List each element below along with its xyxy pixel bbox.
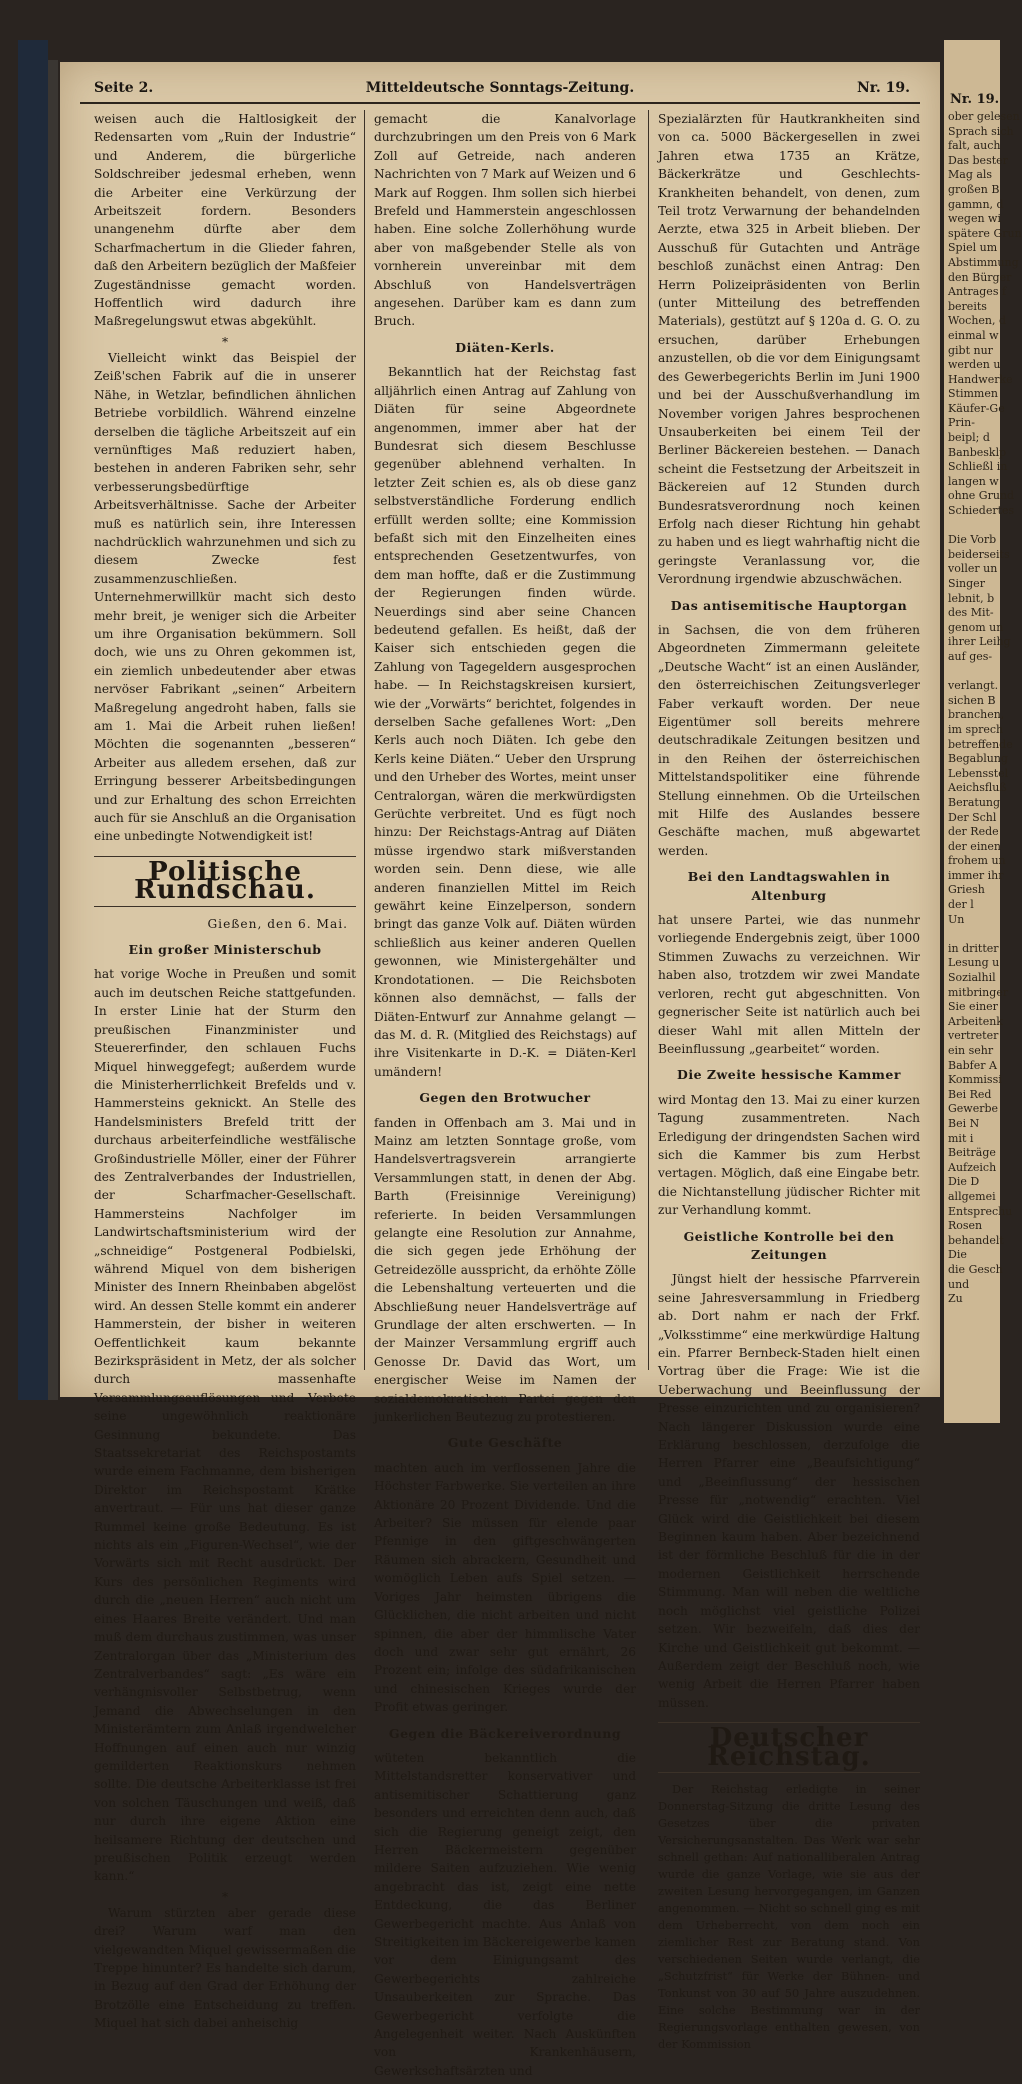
article-text: Spezialärzten für Hautkrankheiten sind von ca. 5000 Bäckergesellen in zwei Jahren etwa 1735 an Krätze, Bäckerkrätze und Geschlechts-Krankheiten behandelt, von denen, zum Teil trotz Verwarnung der behandelnden Aerzte, etwa 325 in Arbeit blieben. Der Ausschuß für Gutachten und Anträge beschloß zunächst einen Antrag: Den Herrn Polizeipräsidenten von Berlin (unter Mitteilung des betreffenden Materials), gestützt auf § 120a d. G. O. zu ersuchen, darüber Erhebungen anzustellen, ob die vor dem Einigungsamt des Gewerbegerichts Berlin im Juni 1900 und bei der Ausschußverhandlung im November vorigen Jahres besprochenen Unsauberkeiten bei einem Teil der Berliner Bäckereien bestehen. — Danach scheint die Festsetzung der Arbeitszeit in Bäckereien auf 12 Stunden durch Bundesratsverordnung noch keinen Erfolg nach dieser Richtung hin gehabt zu haben und es liegt wahrhaftig nicht die geringste Veranlassung vor, die Verordnung irgendwie abzuschwächen. <box>658 112 920 587</box>
column-divider-1 <box>364 110 365 1370</box>
issue-number: Nr. 19. <box>857 80 910 96</box>
article-text: hat unsere Partei, wie das nunmehr vorliegende Endergebnis zeigt, über 1000 Stimmen Zuwachs zu verzeichnen. Wir haben also, trotzdem wir zwei Mandate verloren, recht gut abgeschnitten. Von gegnerischer Seite ist natürlich auch bei dieser Wahl mit allen Mitteln der Beeinflussung „gearbeitet“ worden. <box>658 913 920 1056</box>
article-text: weisen auch die Haltlosigkeit der Redensarten vom „Ruin der Industrie“ und Anderem, die bürgerliche Soldschreiber jedesmal erheben, wenn die Arbeiter eine Verkürzung der Arbeitszeit fordern. Besonders unangenehm dürfte aber dem Scharfmachertum in die Glieder fahren, daß den Arbeitern bezüglich der Maßfeier Zugeständnisse gemacht worden. Hoffentlich wird dadurch ihre Maßregelungswut etwas abgekühlt. <box>94 112 356 329</box>
article-text: Bekanntlich hat der Reichstag fast alljährlich einen Antrag auf Zahlung von Diäten für seine Abgeordnete angenommen, immer aber hat der Bundesrat sich diesem Beschlusse gegenüber ablehnend verhalten. In letzter Zeit schien es, als ob diese ganz selbstverständliche Forderung endlich erfüllt werden sollte; eine Kommission befaßt sich mit den Einzelheiten eines entsprechenden Gesetzentwurfes, von dem man hoffte, daß er die Zustimmung der Regierungen finden würde. Neuerdings sind aber seine Chancen bedeutend gefallen. Es heißt, daß der Kaiser sich entschieden gegen die Zahlung von Tagegeldern ausgesprochen habe. — In Reichstagskreisen kursiert, wie der „Vorwärts“ berichtet, folgendes in derselben Sache gefallenes Wort: „Den Kerls auch noch Diäten. Ich gebe den Kerls keine Diäten.“ Ueber den Ursprung und den Urheber des Wortes, meint unser Centralorgan, wären die merkwürdigsten Gerüchte verbreitet. Und es fügt noch hinzu: Der Reichstags-Antrag auf Diäten müsse irgendwo stark mißverstanden worden sein. Denn diese, wie alle anderen finanziellen Mittel im Reich gewährt keine Einzelperson, sondern bringt das ganze Volk auf. Diäten würden schließlich aus keiner anderen Quellen gewonnen, wie Ministergehälter und Krondotationen. — Die Reichsboten können also demnächst, — falls der Diäten-Entwurf zur Annahme gelangt — das M. d. R. (Mitglied des Reichstags) auf ihre Visitenkarte in D.-K. = Diäten-Kerl umändern! <box>374 365 636 1079</box>
page-header <box>80 80 920 102</box>
adjacent-page-edge <box>944 40 1022 1423</box>
article-text: machten auch im verflossenen Jahre die Höchster Farbwerke. Sie verteilen an ihre Aktionäre 20 Prozent Dividende. Und die Arbeiter? Sie müssen für elende paar Pfennige in den giftgeschwängerten Räumen sich abrackern, Gesundheit und womöglich Leben aufs Spiel setzen. — Voriges Jahr heimsten übrigens die Glücklichen, die nicht arbeiten und nicht spinnen, die aber der himmlische Vater doch und zwar sehr gut ernährt, 26 Prozent ein; infolge des südafrikanischen und chinesischen Krieges wurde der Profit etwas geringer. <box>374 1460 636 1715</box>
separator-star: * <box>221 1889 229 1904</box>
dateline: Gießen, den 6. Mai. <box>207 916 348 931</box>
article-text: wird Montag den 13. Mai zu einer kurzen Tagung zusammentreten. Nach Erledigung der dringendsten Sachen wird sich die Kammer bis zum Herbst vertagen. Möglich, daß eine Eingabe betr. die Nichtanstellung jüdischer Richter mit zur Verhandlung kommt. <box>658 1092 920 1218</box>
adjacent-page-number: Nr. 19. <box>950 92 1000 107</box>
article-heading: Die Zweite hessische Kammer <box>677 1067 901 1083</box>
article-text: Warum stürzten aber gerade diese drei? Warum warf man den vielgewandten Miquel gewissermaßen die Treppe hinunter? Es handelte sich darum, in Bezug auf den Grad der Erhöhung der Brotzölle eine Entscheidung zu treffen. Miquel hat sich dabei anheischig <box>94 1905 356 2031</box>
book-spine <box>18 40 48 1400</box>
article-heading: Diäten-Kerls. <box>455 339 555 355</box>
article-text: fanden in Offenbach am 3. Mai und in Mainz am letzten Sonntage große, vom Handelsvertragsverein arrangierte Versammlungen statt, in denen der Abg. Barth (Freisinnige Vereinigung) referierte. In beiden Versammlungen gelangte eine Resolution zur Annahme, die sich gegen jede Erhöhung der Getreidezölle ausspricht, da erhöhte Zölle die Lebenshaltung verteuerten und die Abschließung neuer Handelsverträge auf Grundlage der alten erschwerten. — In der Mainzer Versammlung ergriff auch Genosse Dr. David das Wort, um energischer Weise im Namen der sozialdemokratischen Partei gegen den junkerlichen Beutezug zu protestieren. <box>374 1115 636 1425</box>
article-text: wüteten bekanntlich die Mittelstandsretter konservativer und antisemitischer Schattierung ganz besonders und erreichten denn auch, daß sich die Regierung geneigt zeigt, den Herren Bäckermeistern gegenüber mildere Saiten aufzuziehen. Wie wenig angebracht das ist, zeigt eine nette Entdeckung, die das Berliner Gewerbegericht machte. Aus Anlaß von Streitigkeiten im Bäckereigewerbe kamen vor dem Einigungsamt des Gewerbegerichts zahlreiche Unsauberkeiten zur Sprache. Das Gewerbegericht verfolgte die Angelegenheit weiter. Nach Auskünften von Krankenhäusern, Gewerkschaftsärzten und <box>374 1750 636 2078</box>
article-heading: Ein großer Ministerschub <box>128 942 322 958</box>
article-text: hat vorige Woche in Preußen und somit auch im deutschen Reiche stattgefunden. In erster Linie hat der Sturm den preußischen Finanzminister und Steuererfinder, den schlauen Fuchs Miquel hinweggefegt; außerdem wurde die Ministerherrlichkeit Brefelds und v. Hammersteins geknickt. An Stelle des Handelsministers Brefeld tritt der durchaus arbeiterfeindliche westfälische Großindustrielle Möller, einer der Führer des Zentralverbandes der Industriellen, der Scharfmacher-Gesellschaft. Hammersteins Nachfolger im Landwirtschaftsministerium wird der „schneidige“ Postgeneral Podbielski, während Miquel von dem bisherigen Minister des Innern Rheinbaben abgelöst wird. An dessen Stelle kommt ein anderer Hammerstein, der bisher in weiteren Oeffentlichkeit kaum bekannte Bezirkspräsident in Metz, der als solcher durch massenhafte Versammlungsauflösungen und -Verbote seine ungewöhnlich reaktionäre Gesinnung bekundete. Das Staatssekretariat des Reichspostamts wurde einem Fachmanne, dem bisherigen Direktor im Reichspostamt Krätke anvertraut. — Für uns hat dieser ganze Rummel keine große Bedeutung. Es ist nichts als ein „Figuren-Wechsel“, wie der Vorwärts sich mit Recht ausdrückt. Der Kurs des persönlichen Regiments wird durch die „neuen Herren“ auch nicht um eines Haares Breite verändert. Und man muß dem durchaus zustimmen, was unser Zentralorgan über das „Ministerium des Zentralverbandes“ sagt: „Es wäre ein verhängnisvoller Selbstbetrug, wenn Jemand die Abwechselungen in den Ministerämtern zum Anlaß irgendwelcher Hoffnungen auf einen auch nur winzig gemilderten Reaktionskurs nehmen sollte. Die deutsche Arbeiterklasse ist frei von solchen Täuschungen und weiß, daß nur durch ihre eigene Aktion eine heilsamere Richtung der deutschen und preußischen Politik erzeugt werden kann.“ <box>94 967 356 1884</box>
article-heading: Gegen die Bäckereiverordnung <box>388 1725 622 1741</box>
header-rule <box>80 102 920 104</box>
adjacent-page-text: ober gelesen Sprach sich falt, auch Das bester Mag als großen B gammn, d wegen wi spätere Grun Spiel um Abstimmung den Bürger Antrages f bereits Wochen, d einmal w gibt nur werden u Handwerke Stimmen Käufer-Ge Prin- beipl; d Banbesklp Schließl in langen w ohne Grund Schiedertes Die Vorb beiderseits voller un Singer lebnit, b des Mit- genom un ihrer Leihg auf ges- verlangt. sichen B branchen, im sprech betreffende Begablung Lebensstel Aeichsfluß Beratung Der Schl der Rede der einen frohem un immer ihr Griesh der l Un in dritter Lesung u Sozialhil mitbringer Sie einer Arbeitenk vertreter ein sehr Babfer A Kommissi Bei Red Gewerbe Bei N mit i Beiträge Aufzeich Die D allgemei Entsprechu Rosen behandelt Die die Gesch und Zu <box>948 110 1022 1306</box>
column-3 <box>658 110 920 2057</box>
article-heading: Gute Geschäfte <box>447 1435 563 1451</box>
column-divider-2 <box>648 110 649 1370</box>
separator-star: * <box>221 334 229 349</box>
article-text: Vielleicht winkt das Beispiel der Zeiß'schen Fabrik auf die in unserer Nähe, in Wetzlar, befindlichen ähnlichen Betriebe vorbildlich. Während einzelne derselben die tägliche Arbeitszeit auf ein vernünftiges Maß reduziert haben, bestehen in anderen Fabriken sehr, sehr verbesserungsbedürftige Arbeitsverhältnisse. Sache der Arbeiter muß es natürlich sein, ihre Interessen nachdrücklich wahrzunehmen und sich zu diesem Zwecke fest zusammenzuschließen. Unternehmerwillkür macht sich desto mehr breit, je weniger sich die Arbeiter um ihre Organisation bekümmern. Soll doch, wie uns zu Ohren gekommen ist, ein ziemlich unbedeutender aber etwas nervöser Fabrikant „seinen“ Arbeitern Maßregelung angedroht haben, falls sie am 1. Mai die Arbeit ruhen ließen! Möchten die sogenannten „besseren“ Arbeiter aus alledem ersehen, daß zur Erringung besserer Arbeitsbedingungen und zur Erhaltung des schon Erreichten auch für sie Anschluß an die Organisation eine unbedingte Notwendigkeit ist! <box>94 350 356 844</box>
article-text: Jüngst hielt der hessische Pfarrverein seine Jahresversammlung in Friedberg ab. Dort nahm er nach der Frkf. „Volksstimme“ eine merkwürdige Haltung ein. Pfarrer Bernbeck-Staden hielt einen Vortrag über die Frage: Wie ist die Ueberwachung und Beeinflussung der Presse einzurichten und zu organisieren? Nach längerer Diskussion wurde eine Erklärung beschlossen, derzufolge die Herren Pfarrer eine „Beaufsichtigung“ und „Beeinflussung“ der hessischen Presse für „notwendig“ erachten. Viel Glück wird die Geistlichkeit bei diesem Beginnen kaum haben. Aber bezeichnend ist der förmliche Beschluß für die in der modernen Geistlichkeit herrschende Stimmung. Man will neben die weltliche noch möglichst viel geistliche Polizei setzen. Wir bezweifeln, daß dies der Kirche und Geistlichkeit gut bekommt. — Außerdem zeigt der Beschluß noch, wie wenig Arbeit die Herren Pfarrer haben müssen. <box>658 1272 920 1710</box>
article-text: gemacht die Kanalvorlage durchzubringen um den Preis von 6 Mark Zoll auf Getreide, nach anderen Nachrichten von 7 Mark auf Weizen und 6 Mark auf Roggen. Ihm sollen sich hierbei Brefeld und Hammerstein angeschlossen haben. Eine solche Zollerhöhung wurde aber von maßgebender Stelle als von vornherein unvereinbar mit dem Abschluß von Handelsverträgen angesehen. Darüber kam es dann zum Bruch. <box>374 112 636 329</box>
newspaper-name: Mitteldeutsche Sonntags-Zeitung. <box>365 80 635 96</box>
column-1 <box>94 110 356 2037</box>
article-text: in Sachsen, die von dem früheren Abgeordneten Zimmermann geleitete „Deutsche Wacht“ ist an einen Ausländer, den österreichischen Zeitungsverleger Faber verkauft worden. Der neue Eigentümer soll bereits mehrere deutschradikale Zeitungen besitzen und in den Reihen der österreichischen Mittelstandspolitiker eine führende Stellung einnehmen. Ob die Urteilschen mit Hilfe des Auslandes bessere Geschäfte machen, muß abgewartet werden. <box>658 622 920 858</box>
section-title: Politische Rundschau. <box>94 856 356 907</box>
column-2 <box>374 110 636 2084</box>
section-title: Deutscher Reichstag. <box>658 1722 920 1773</box>
article-heading: Gegen den Brotwucher <box>419 1090 591 1106</box>
page-stack-edge <box>48 60 58 1400</box>
newspaper-page <box>60 62 940 2078</box>
page-number: Seite 2. <box>94 80 154 96</box>
article-heading: Geistliche Kontrolle bei den Zeitungen <box>683 1228 895 1262</box>
article-heading: Bei den Landtagswahlen in Altenburg <box>687 869 891 903</box>
article-text: Der Reichstag erledigte in seiner Donnerstag-Sitzung die dritte Lesung des Gesetzes über die privaten Versicherungsanstalten. Das Werk war sehr schnell gethan: Auf nationalliberalen Antrag wurde die ganze Vorlage, wie sie aus der zweiten Lesung hervorgegangen, im Ganzen angenommen. — Nicht so schnell ging es mit dem Urheberrecht, von dem noch ein ziemlicher Rest zur Beratung stand. Von verschiedenen Seiten wurde verlangt, die „Schutzfrist“ für Werke der Bühnen- und Tonkunst von 30 auf 50 Jahre auszudehnen. Eine solche Bestimmung war in der Regierungsvorlage enthalten gewesen, von der Kommission <box>658 1781 920 2051</box>
article-heading: Das antisemitische Hauptorgan <box>670 597 908 613</box>
